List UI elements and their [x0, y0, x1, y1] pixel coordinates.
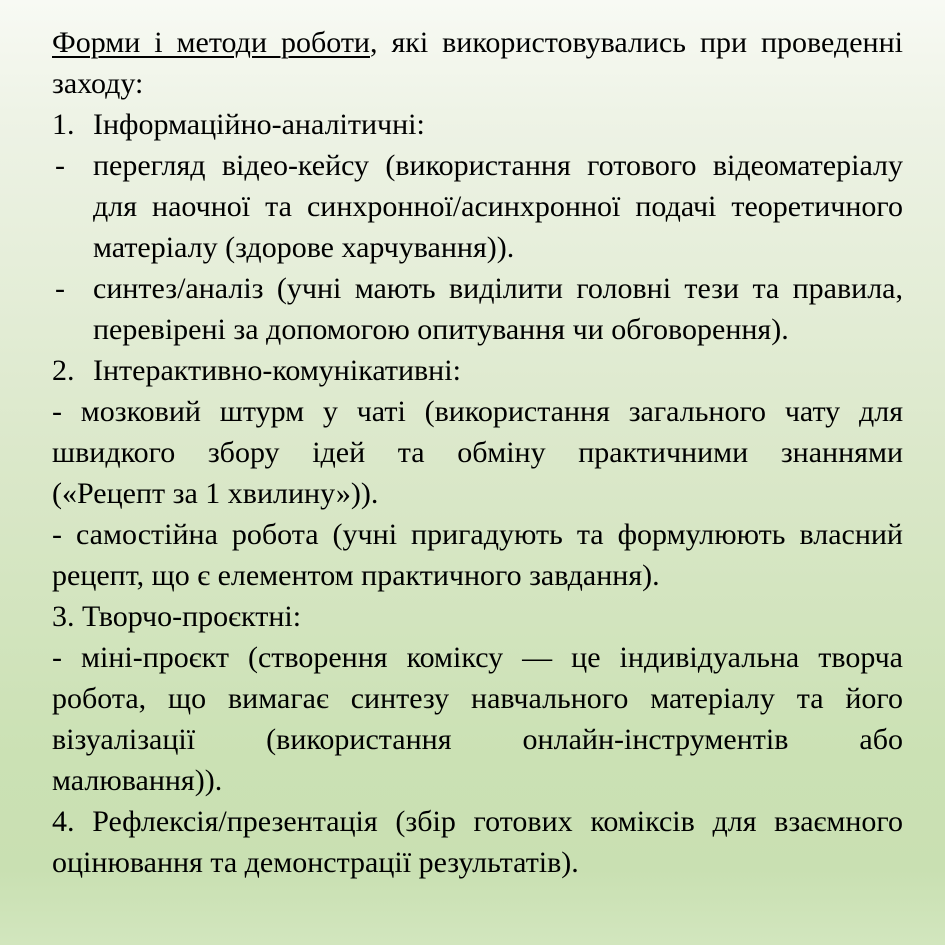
title-underlined-phrase: Форми і методи роботи: [52, 26, 370, 59]
section-4-line-2: оцінювання та демонстрації результатів).: [52, 846, 579, 879]
section-2-number: 2.: [52, 354, 75, 387]
self-work-line-2: рецепт, що є елементом практичного завдання).: [52, 559, 660, 592]
bullet-dash: -: [55, 149, 65, 182]
bullet-dash: -: [55, 272, 65, 305]
mini-project-line-4: малювання)).: [52, 764, 223, 797]
mini-project-line-2: робота, що вимагає синтезу навчального матеріалу та його: [52, 682, 903, 715]
self-work-line-1: - самостійна робота (учні пригадують та формулюють власний: [52, 518, 903, 551]
bullet-synthesis-line-1: [52, 268, 903, 309]
bullet-synthesis-line-2: перевірені за допомогою опитування чи обговорення).: [93, 313, 789, 346]
section-3-heading: 3. Творчо-проєктні:: [52, 600, 302, 633]
title-rest: , які використовувались при проведенні: [370, 26, 903, 59]
brainstorm-line-3: («Рецепт за 1 хвилину»)).: [52, 477, 379, 510]
bullet-video-case-text: перегляд відео-кейсу (використання готового відеоматеріалу: [93, 149, 903, 182]
title-line-wrap: заходу:: [52, 67, 144, 100]
mini-project-line-1: - міні-проєкт (створення коміксу — це індивідуальна творча: [52, 641, 903, 674]
section-2-heading: [52, 350, 903, 391]
section-1-number: 1.: [52, 108, 75, 141]
bullet-synthesis-text: синтез/аналіз (учні мають виділити головні тези та правила,: [93, 272, 903, 305]
brainstorm-line-2: швидкого збору ідей та обміну практичними знаннями: [52, 436, 903, 469]
bullet-video-case-line-2: для наочної та синхронної/асинхронної подачі теоретичного: [93, 190, 903, 223]
brainstorm-line-1: - мозковий штурм у чаті (використання загального чату для: [52, 395, 903, 428]
mini-project-line-3: візуалізації (використання онлайн-інструментів або: [52, 723, 903, 756]
title-line: [52, 22, 903, 63]
section-1-heading: [52, 104, 903, 145]
section-1-title: Інформаційно-аналітичні:: [93, 108, 425, 141]
section-2-title: Інтерактивно-комунікативні:: [93, 354, 461, 387]
slide-text-block: [52, 22, 903, 883]
bullet-video-case-line-3: матеріалу (здорове харчування)).: [93, 231, 515, 264]
bullet-video-case-line-1: [52, 145, 903, 186]
section-4-line-1: 4. Рефлексія/презентація (збір готових коміксів для взаємного: [52, 805, 903, 838]
